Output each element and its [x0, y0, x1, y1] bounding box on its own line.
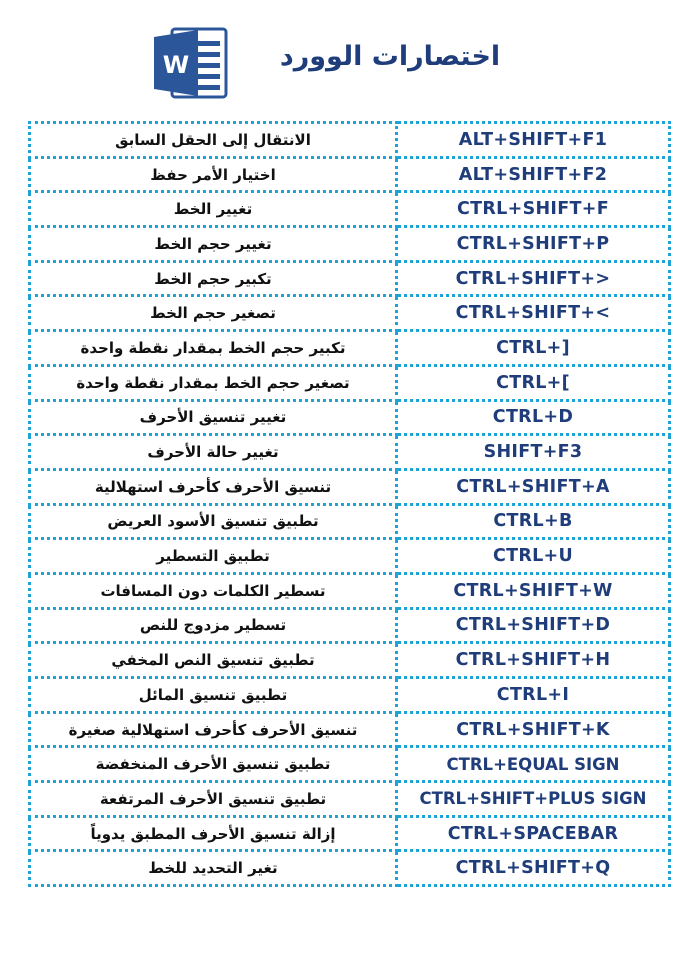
shortcut-keys: CTRL+SHIFT+H: [397, 643, 670, 678]
shortcut-description: تصغير حجم الخط: [30, 296, 397, 331]
shortcut-keys: CTRL+SPACEBAR: [397, 816, 670, 851]
shortcut-description: اختيار الأمر حفظ: [30, 157, 397, 192]
shortcut-description: تطبيق التسطير: [30, 539, 397, 574]
table-row: [30, 608, 670, 643]
shortcut-keys: CTRL+SHIFT+>: [397, 261, 670, 296]
shortcut-description: تطبيق تنسيق الأسود العريض: [30, 504, 397, 539]
shortcut-description: تغيير حجم الخط: [30, 227, 397, 262]
shortcut-description: تسطير الكلمات دون المسافات: [30, 573, 397, 608]
shortcut-description: تكبير حجم الخط: [30, 261, 397, 296]
table-row: [30, 400, 670, 435]
table-row: [30, 469, 670, 504]
shortcut-keys: CTRL+SHIFT+K: [397, 712, 670, 747]
shortcut-description: تسطير مزدوج للنص: [30, 608, 397, 643]
table-row: [30, 296, 670, 331]
shortcut-keys: CTRL+SHIFT+<: [397, 296, 670, 331]
shortcut-keys: CTRL+]: [397, 331, 670, 366]
word-logo-icon: [152, 27, 228, 99]
shortcut-description: تنسيق الأحرف كأحرف استهلالية: [30, 469, 397, 504]
shortcut-keys: CTRL+SHIFT+Q: [397, 851, 670, 886]
table-row: [30, 157, 670, 192]
table-row: [30, 435, 670, 470]
page-title: اختصارات الوورد: [279, 41, 501, 72]
shortcut-keys: CTRL+SHIFT+W: [397, 573, 670, 608]
table-row: [30, 678, 670, 713]
shortcut-keys: CTRL+SHIFT+A: [397, 469, 670, 504]
shortcut-keys: CTRL+[: [397, 365, 670, 400]
shortcut-keys: CTRL+U: [397, 539, 670, 574]
shortcut-keys: ALT+SHIFT+F2: [397, 157, 670, 192]
table-row: [30, 712, 670, 747]
logo-letter: W: [162, 51, 190, 79]
shortcut-description: تطبيق تنسيق الأحرف المنخفضة: [30, 747, 397, 782]
shortcut-keys: CTRL+EQUAL SIGN: [397, 747, 670, 782]
header: [0, 0, 690, 115]
table-row: [30, 539, 670, 574]
table-row: [30, 816, 670, 851]
shortcut-description: تطبيق تنسيق الأحرف المرتفعة: [30, 782, 397, 817]
table-row: [30, 123, 670, 158]
shortcut-keys: CTRL+SHIFT+P: [397, 227, 670, 262]
shortcut-keys: CTRL+B: [397, 504, 670, 539]
shortcut-keys: CTRL+SHIFT+D: [397, 608, 670, 643]
shortcut-keys: SHIFT+F3: [397, 435, 670, 470]
shortcut-keys: CTRL+SHIFT+PLUS SIGN: [397, 782, 670, 817]
shortcut-description: تنسيق الأحرف كأحرف استهلالية صغيرة: [30, 712, 397, 747]
shortcuts-table: [28, 121, 671, 887]
table-row: [30, 851, 670, 886]
shortcut-description: تغير التحديد للخط: [30, 851, 397, 886]
shortcut-description: تغيير حالة الأحرف: [30, 435, 397, 470]
table-row: [30, 261, 670, 296]
shortcut-description: الانتقال إلى الحقل السابق: [30, 123, 397, 158]
table-row: [30, 365, 670, 400]
table-row: [30, 192, 670, 227]
shortcut-keys: CTRL+D: [397, 400, 670, 435]
shortcut-description: تغيير الخط: [30, 192, 397, 227]
table-row: [30, 227, 670, 262]
shortcut-description: تكبير حجم الخط بمقدار نقطة واحدة: [30, 331, 397, 366]
shortcut-description: إزالة تنسيق الأحرف المطبق يدوياً: [30, 816, 397, 851]
shortcut-keys: CTRL+I: [397, 678, 670, 713]
table-row: [30, 643, 670, 678]
table-row: [30, 331, 670, 366]
shortcut-keys: ALT+SHIFT+F1: [397, 123, 670, 158]
shortcut-description: تطبيق تنسيق النص المخفي: [30, 643, 397, 678]
shortcuts-table-container: [28, 121, 662, 887]
shortcut-description: تطبيق تنسيق المائل: [30, 678, 397, 713]
shortcut-description: تغيير تنسيق الأحرف: [30, 400, 397, 435]
shortcut-keys: CTRL+SHIFT+F: [397, 192, 670, 227]
table-row: [30, 782, 670, 817]
table-row: [30, 747, 670, 782]
table-row: [30, 504, 670, 539]
table-row: [30, 573, 670, 608]
shortcut-description: تصغير حجم الخط بمقدار نقطة واحدة: [30, 365, 397, 400]
